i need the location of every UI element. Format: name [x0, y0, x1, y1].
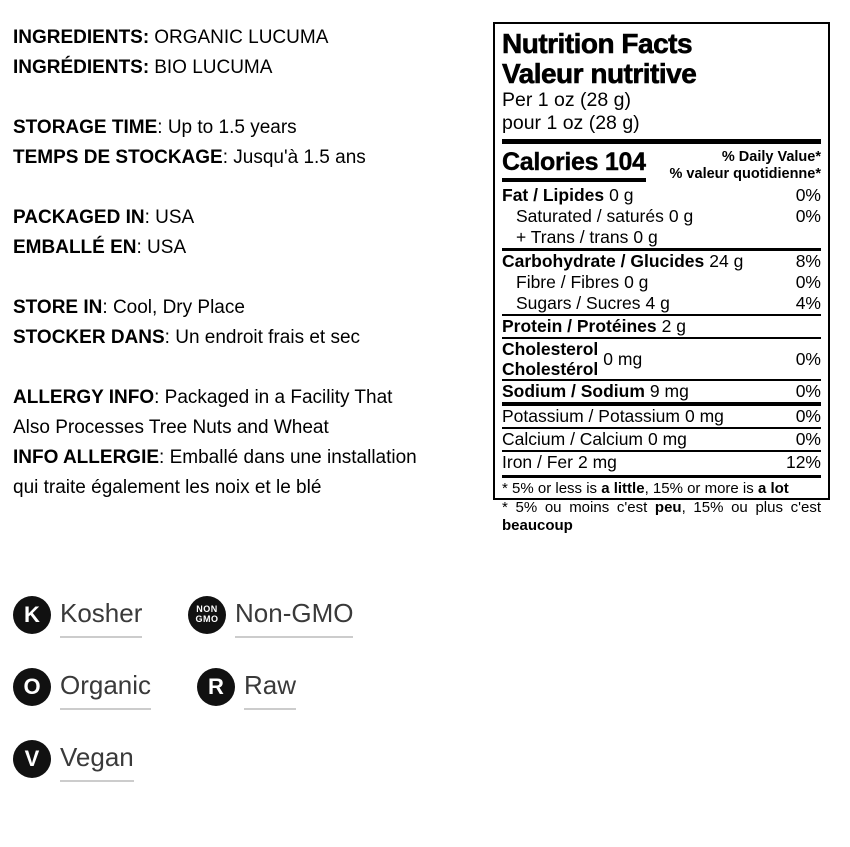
fat-amount: 0 g	[609, 185, 634, 205]
badge-row-3	[13, 736, 483, 782]
store-value-fr: : Un endroit frais et sec	[164, 327, 361, 348]
allergy-label-fr: INFO ALLERGIE	[13, 447, 160, 468]
cholesterol-dv: 0%	[795, 348, 821, 369]
iron-dv: 12%	[785, 452, 821, 472]
calcium-dv: 0%	[795, 429, 821, 449]
organic-icon	[13, 668, 51, 706]
storage-label-fr: TEMPS DE STOCKAGE	[13, 147, 223, 168]
badge-organic	[13, 664, 188, 710]
protein-amount: 2 g	[661, 316, 686, 336]
footnote-fr-seg1: * 5% ou moins c'est	[502, 498, 655, 516]
store-label-fr: STOCKER DANS	[13, 327, 165, 348]
nutrient-row-protein	[502, 314, 821, 337]
allergy-line-fr-1	[13, 443, 478, 473]
badge-vegan	[13, 736, 188, 782]
calories-row	[502, 146, 821, 185]
fat-dv: 0%	[795, 185, 821, 205]
allergy-line-en-2	[13, 413, 478, 443]
iron-name: Iron / Fer	[502, 452, 573, 472]
carbohydrate-name: Carbohydrate / Glucides	[502, 251, 705, 271]
sugars-amount: 4 g	[645, 293, 670, 313]
badge-kosher	[13, 592, 188, 638]
badge-non-gmo-label: Non-GMO	[235, 599, 353, 638]
serving-size-en: Per 1 oz (28 g)	[502, 89, 631, 111]
store-label-en: STORE IN	[13, 297, 103, 318]
badge-raw-label: Raw	[244, 671, 296, 710]
sodium-name: Sodium / Sodium	[502, 381, 645, 401]
nutrient-row-sugars	[502, 293, 821, 314]
kosher-icon-letter: K	[24, 601, 40, 627]
ingredients-value-fr: BIO LUCUMA	[154, 57, 273, 78]
daily-value-footnote	[502, 475, 821, 536]
certification-badges	[13, 592, 483, 808]
serving-size-fr: pour 1 oz (28 g)	[502, 112, 640, 134]
trans-amount: 0 g	[633, 227, 658, 247]
ingredients-value-en: ORGANIC LUCUMA	[154, 27, 329, 48]
potassium-amount: 0 mg	[684, 406, 724, 426]
nutrient-row-cholesterol	[502, 337, 821, 379]
ingredients-line-en	[13, 23, 478, 53]
organic-icon-letter: O	[23, 673, 41, 699]
storage-value-fr: : Jusqu'à 1.5 ans	[222, 147, 366, 168]
calories-label: Calories	[502, 148, 599, 176]
store-line-en	[13, 293, 478, 323]
sodium-amount: 9 mg	[649, 381, 689, 401]
cholesterol-name-en: Cholesterol	[502, 339, 599, 359]
footnote-en-seg1: * 5% or less is	[502, 480, 602, 497]
nutrient-row-trans	[502, 227, 821, 248]
store-line-fr	[13, 323, 478, 353]
store-value-en: : Cool, Dry Place	[102, 297, 245, 318]
packaged-in-group	[13, 203, 478, 263]
saturated-amount: 0 g	[668, 206, 694, 226]
badge-organic-label: Organic	[60, 671, 151, 710]
storage-time-group	[13, 113, 478, 173]
saturated-dv: 0%	[795, 206, 821, 226]
footnote-en-seg2: a little	[601, 480, 645, 497]
allergy-line-fr-2	[13, 473, 478, 503]
storage-line-fr	[13, 143, 478, 173]
packaged-line-en	[13, 203, 478, 233]
product-info-panel	[13, 23, 478, 533]
footnote-fr-line2: beaucoup	[502, 517, 573, 534]
carbohydrate-dv: 8%	[795, 251, 821, 271]
potassium-name: Potassium / Potassium	[502, 406, 680, 426]
nutrient-row-iron	[502, 450, 821, 473]
ingredients-line-fr	[13, 53, 478, 83]
calories-number: 104	[604, 148, 646, 176]
footnote-fr-line1	[502, 499, 821, 518]
allergy-line-en-1	[13, 383, 478, 413]
allergy-value-en-2: Also Processes Tree Nuts and Wheat	[13, 417, 329, 438]
fat-name: Fat / Lipides	[502, 185, 605, 205]
cholesterol-name-fr: Cholestérol	[502, 359, 599, 379]
allergy-info-group	[13, 383, 478, 503]
badge-row-2	[13, 664, 483, 710]
footnote-en-seg4: a lot	[757, 480, 789, 497]
trans-name: + Trans / trans	[516, 227, 629, 247]
raw-icon-letter: R	[208, 673, 224, 699]
badge-kosher-label: Kosher	[60, 599, 142, 638]
daily-value-header	[670, 149, 821, 182]
fibre-dv: 0%	[795, 272, 821, 292]
vegan-icon-letter: V	[24, 745, 40, 771]
storage-line-en	[13, 113, 478, 143]
iron-amount: 2 mg	[578, 452, 617, 472]
storage-label-en: STORAGE TIME	[13, 117, 158, 138]
potassium-dv: 0%	[795, 406, 821, 426]
sugars-dv: 4%	[795, 293, 821, 313]
badge-non-gmo	[188, 592, 353, 638]
calcium-amount: 0 mg	[648, 429, 687, 449]
saturated-name: Saturated / saturés	[516, 206, 664, 226]
protein-name: Protein / Protéines	[502, 316, 657, 336]
thick-divider-bar	[502, 139, 821, 144]
nutrition-facts-panel	[493, 22, 830, 534]
allergy-value-fr-1: : Emballé dans une installation	[159, 447, 417, 468]
allergy-label-en: ALLERGY INFO	[13, 387, 155, 408]
nutrient-row-fibre	[502, 272, 821, 293]
non-gmo-icon-line1: NON	[196, 604, 218, 615]
nutrient-row-potassium	[502, 402, 821, 427]
non-gmo-icon-line2: GMO	[195, 613, 219, 624]
calcium-name: Calcium / Calcium	[502, 429, 643, 449]
footnote-fr-seg2: peu	[654, 498, 682, 516]
cholesterol-amount: 0 mg	[603, 348, 643, 369]
carbohydrate-amount: 24 g	[709, 251, 744, 271]
nutrition-facts-title-fr: Valeur nutritive	[502, 58, 697, 89]
packaged-label-en: PACKAGED IN	[13, 207, 145, 228]
non-gmo-icon	[188, 596, 226, 634]
footnote-en	[502, 480, 821, 499]
ingredients-label-fr: INGRÉDIENTS:	[13, 57, 150, 78]
badge-row-1	[13, 592, 483, 638]
packaged-line-fr	[13, 233, 478, 263]
ingredients-label-en: INGREDIENTS:	[13, 27, 150, 48]
storage-value-en: : Up to 1.5 years	[157, 117, 297, 138]
nutrition-facts-title-en: Nutrition Facts	[502, 28, 693, 59]
cholesterol-names	[502, 339, 598, 379]
ingredients-group	[13, 23, 478, 83]
sugars-name: Sugars / Sucres	[516, 293, 641, 313]
nutrient-row-saturated	[502, 206, 821, 227]
badge-raw	[197, 664, 296, 710]
packaged-value-fr: : USA	[136, 237, 187, 258]
fibre-name: Fibre / Fibres	[516, 272, 620, 292]
allergy-value-en-1: : Packaged in a Facility That	[154, 387, 393, 408]
daily-value-header-fr: % valeur quotidienne*	[669, 165, 821, 182]
packaged-value-en: : USA	[144, 207, 195, 228]
footnote-fr-seg3: , 15% ou plus c'est	[681, 498, 821, 516]
kosher-icon	[13, 596, 51, 634]
daily-value-header-en: % Daily Value*	[721, 149, 821, 165]
nutrient-row-fat	[502, 185, 821, 206]
fibre-amount: 0 g	[624, 272, 649, 292]
nutrient-row-calcium	[502, 427, 821, 450]
nutrient-row-carbohydrate	[502, 248, 821, 272]
nutrient-row-sodium	[502, 379, 821, 402]
footnote-en-seg3: , 15% or more is	[644, 480, 758, 497]
allergy-value-fr-2: qui traite également les noix et le blé	[13, 477, 322, 498]
store-in-group	[13, 293, 478, 353]
raw-icon	[197, 668, 235, 706]
packaged-label-fr: EMBALLÉ EN	[13, 237, 137, 258]
calories-value	[502, 148, 646, 182]
vegan-icon	[13, 740, 51, 778]
sodium-dv: 0%	[795, 381, 821, 401]
badge-vegan-label: Vegan	[60, 743, 134, 782]
